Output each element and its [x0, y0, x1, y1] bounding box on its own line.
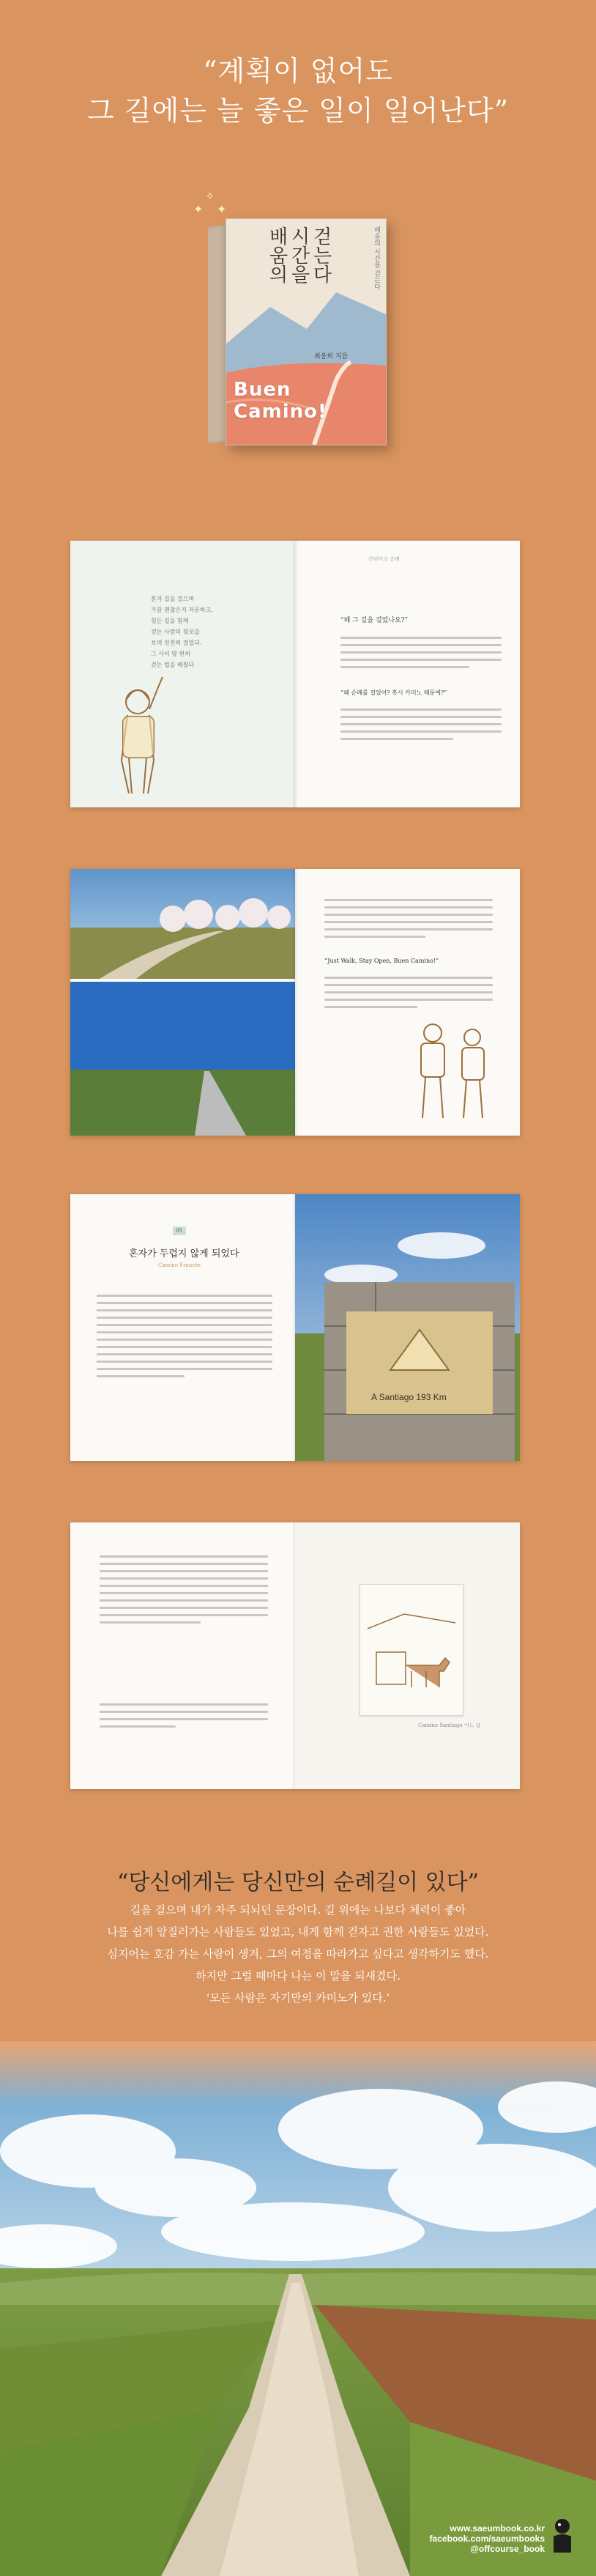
spread-2-right-page [295, 869, 520, 1136]
body-text-lines [324, 894, 493, 943]
sparkle-icon: ✦ [193, 202, 204, 216]
book-cover-image [193, 189, 410, 447]
book-spread-3 [70, 1194, 520, 1461]
dog-sketch-card [360, 1584, 463, 1716]
spread-1-poem [151, 593, 283, 670]
closing-line-2: 나를 쉽게 앞질러가는 사람들도 있었고, 내게 함께 걷자고 권한 사람들도 있었다. [107, 1925, 489, 1939]
body-text-lines [324, 971, 493, 1013]
closing-title: “당신에게는 당신만의 순례길이 있다” [117, 1870, 479, 1895]
poem-line: 걷는 법을 배웠다 [151, 662, 195, 668]
sparkle-icon: ✧ [205, 189, 215, 203]
spread-4-left-page [70, 1522, 295, 1789]
spread-2-quote: “Just Walk, Stay Open, Buen Camino!” [324, 958, 439, 964]
road-blossom-photo [70, 869, 295, 979]
hero-quote-line-1: “계획이 없어도 [203, 55, 393, 87]
poem-line: 그 사이 맘 편히 [151, 651, 190, 657]
closing-line-1: 길을 걸으며 내가 자주 되뇌던 문장이다. 길 위에는 나보다 체력이 좋아 [130, 1903, 466, 1917]
body-text-lines [340, 632, 502, 673]
footer-site-link[interactable]: www.saeumbook.co.kr [450, 2523, 545, 2534]
closing-line-3: 심지어는 호감 가는 사람이 생겨, 그의 여정을 따라가고 싶다고 생각하기도 했다. [107, 1947, 489, 1961]
road-meadow-photo [70, 982, 295, 1136]
footer-facebook-link[interactable]: facebook.com/saeumbooks [429, 2534, 545, 2544]
book-title-col1: 배움의 [266, 226, 288, 284]
hero-quote-line-2: 그 길에는 늘 좋은 일이 일어난다” [86, 95, 510, 127]
hiker-waving-illustration [107, 673, 173, 797]
santiago-waymark-photo [295, 1194, 520, 1461]
spread-1-left-page [70, 541, 295, 807]
chapter-subtitle: Camino Francés [158, 1262, 201, 1268]
spread-1-right-page [295, 541, 520, 807]
poem-line: 보며 천천히 걸었다. [151, 640, 202, 646]
poem-line: 걷는 사람의 뒷모습 [151, 629, 200, 635]
poem-line: 힘든 길을 함께 [151, 618, 189, 624]
spread-2-left-page [70, 869, 295, 1136]
sparkle-icon: ✦ [217, 202, 227, 216]
chapter-number: 05 [176, 1228, 182, 1234]
waymark-sign-text: A Santiago 193 Km [371, 1392, 447, 1402]
body-text-lines [100, 1550, 268, 1629]
body-text-lines [340, 703, 502, 745]
two-pilgrims-illustration [405, 1015, 500, 1125]
body-text-lines [100, 1698, 268, 1733]
book-spread-2 [70, 869, 520, 1136]
book-author: 최윤희 지음 [314, 353, 349, 360]
camino-road-landscape-photo [0, 2041, 596, 2576]
footer-instagram-link[interactable]: @offcourse_book [470, 2544, 545, 2554]
chapter-title: 혼자가 두렵지 않게 되었다 [129, 1248, 239, 1259]
spread-1-mid-quote: “왜 순례를 걸었어? 혹시 카미노 때문에?” [340, 689, 447, 696]
closing-line-4: 하지만 그럴 때마다 나는 이 말을 되새겼다. [195, 1969, 401, 1983]
body-text-lines [97, 1289, 272, 1383]
spread-3-right-page [295, 1194, 520, 1461]
book-spine [208, 224, 227, 444]
spread-1-heading: “왜 그 길을 걸었나요?” [340, 617, 409, 624]
dog-sketch-caption: Camino Santiago 어느 날 [418, 1722, 481, 1728]
book-subtitle: 배움의 시간을 걷는다 [373, 226, 380, 290]
publisher-logo-icon [548, 2514, 577, 2555]
poem-line: 가끔 괜찮은지 자문하고, [151, 607, 213, 613]
closing-line-5: ‘모든 사람은 자기만의 카미노가 있다.’ [206, 1991, 390, 2005]
book-title-col2: 시간을 [288, 226, 310, 284]
poem-line: 혼자 길을 걸으며 [151, 596, 195, 602]
book-spread-4 [70, 1522, 520, 1789]
book-spread-1 [70, 541, 520, 807]
spread-3-left-page [70, 1194, 295, 1461]
spread-4-right-page [295, 1522, 520, 1789]
book-front-cover [226, 218, 387, 445]
book-tagline: Buen Camino! [234, 379, 327, 423]
running-header: 산티아고 순례 [368, 556, 400, 562]
book-title-col3: 걷는다 [310, 226, 332, 284]
